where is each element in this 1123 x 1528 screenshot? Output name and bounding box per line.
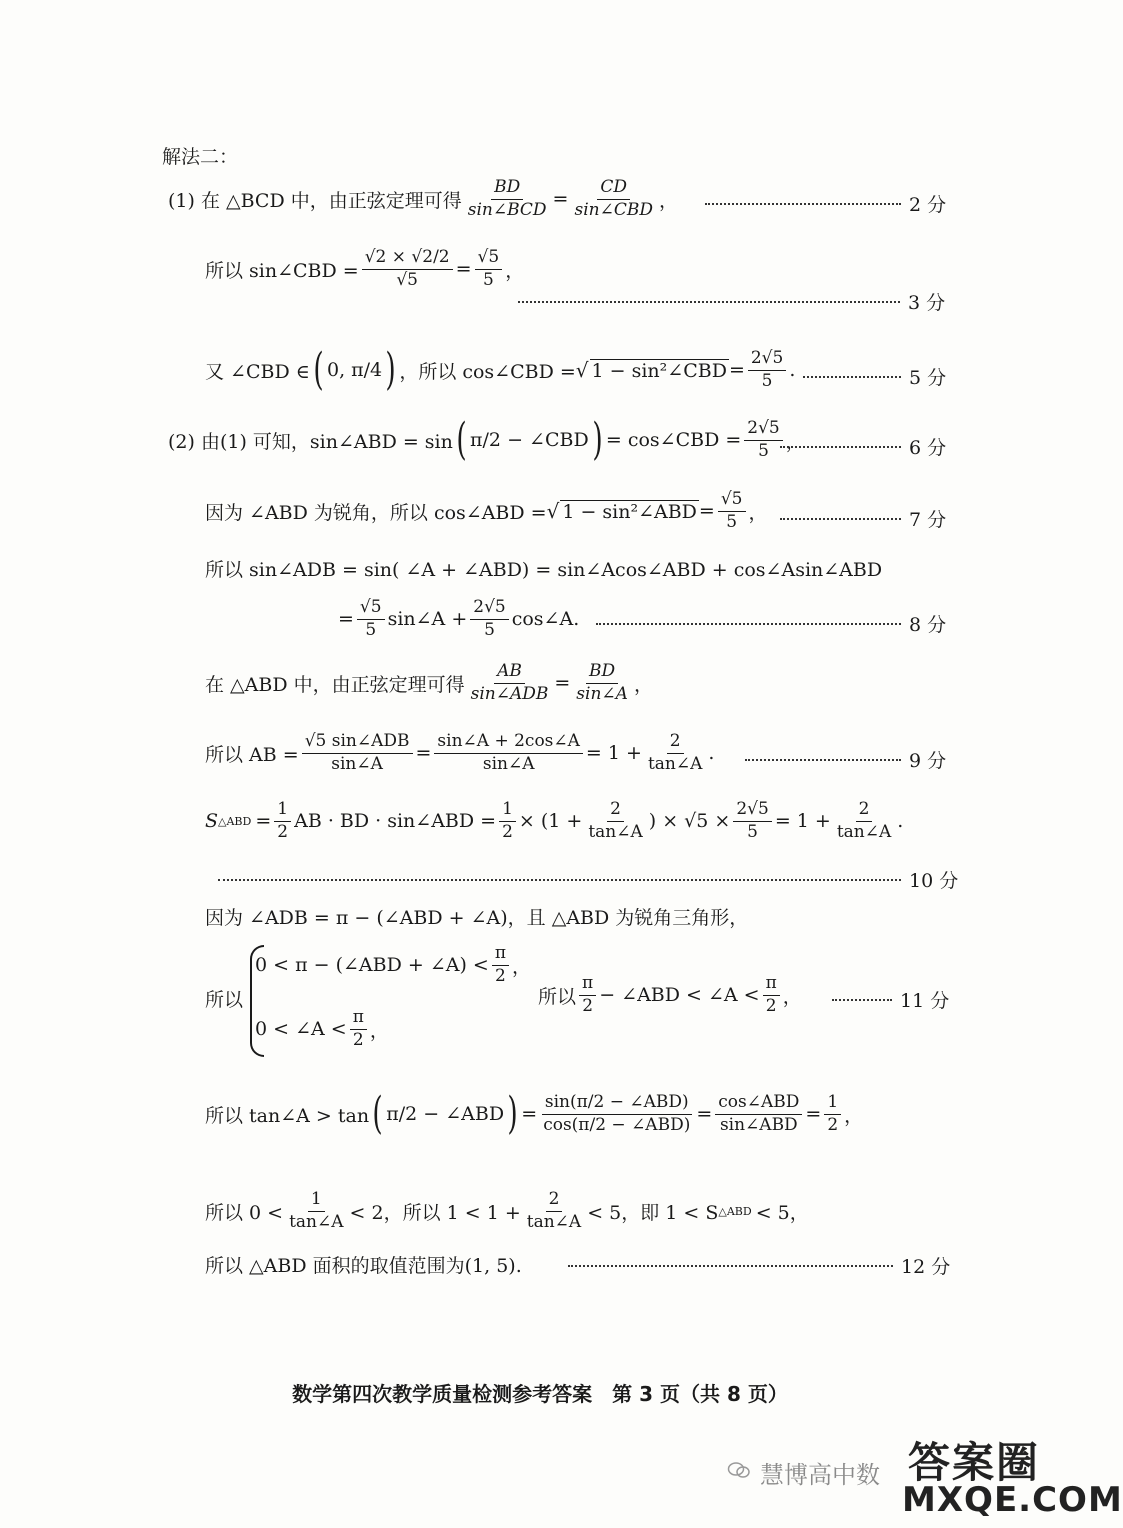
step-1-sine-rule: (1) 在 △BCD 中，由正弦定理可得 $\frac{BD}{\text{sin∠BCD}}$ = $\frac{CD}{\text{sin∠CBD}}$ ， xyxy=(168,177,678,220)
watermark-text: 慧博高中数 xyxy=(760,1461,880,1489)
score-leader: 6 分 xyxy=(780,433,946,460)
step-acute-triangle: 因为 ∠ADB = π − (∠ABD + ∠A)，且 △ABD 为锐角三角形， xyxy=(205,907,749,929)
step-sin-adb: 所以 sin∠ADB = sin( ∠A + ∠ABD) = sin∠Acos∠ABD + cos∠Asin∠ABD xyxy=(205,559,883,581)
step-tan-compare: 所以 tan∠A > tan ( π/2 − ∠ABD ) = $\frac{\text{sin(π/2 − ∠ABD)}}{\text{cos(π/2 − ∠ABD)}}$ = $\frac{\text{cos∠ABD}}{\text{sin∠ABD}}$ = $\frac{1}{2}$ ， xyxy=(205,1088,864,1139)
step-sine-rule-abd: 在 △ABD 中，由正弦定理可得 $\frac{AB}{\text{sin∠ADB}}$ = $\frac{BD}{\sin\angle A}$ ， xyxy=(205,661,653,704)
site-logo: 答案圈 MXQE.COM xyxy=(902,1438,1123,1520)
score-leader: 3 分 xyxy=(518,288,945,315)
step-cos-cbd: 又 ∠CBD ∈ ( 0, π/4 ) ，所以 cos∠CBD = √ 1 − sin²∠CBD = $\frac{2√5}{5}$ . xyxy=(205,344,796,395)
score-leader: 7 分 xyxy=(780,505,946,532)
score-leader: 5 分 xyxy=(803,363,946,390)
system-row-1: 0 < π − (∠ABD + ∠A) < $\frac{\pi}{2}$ ， xyxy=(255,943,532,986)
final-answer: 所以 △ABD 面积的取值范围为(1, 5). xyxy=(205,1255,522,1277)
step-cos-abd: 因为 ∠ABD 为锐角，所以 cos∠ABD = √ 1 − sin²∠ABD = $\frac{√5}{5}$ ， xyxy=(205,489,768,532)
score-leader: 2 分 xyxy=(705,190,946,217)
solution-heading: 解法二： xyxy=(162,146,239,168)
step-ab-value: 所以 AB = $\frac{\text{√5 sin∠ADB}}{\sin\angle A}$ = $\frac{\sin\angle A + 2\cos\angle A}{\sin\angle A}$ = 1 + $\frac{2}{\tan\angle A}$ . xyxy=(205,731,715,774)
page-footer: 数学第四次教学质量检测参考答案 第 3 页（共 8 页） xyxy=(292,1382,788,1406)
step-2-sin-abd: (2) 由(1) 可知，sin∠ABD = sin ( π/2 − ∠CBD ) = cos∠CBD = $\frac{2√5}{5}$ ， xyxy=(168,414,805,465)
score-leader: 10 分 xyxy=(218,866,958,893)
score-leader: 11 分 xyxy=(832,986,949,1013)
wechat-icon xyxy=(728,1461,750,1479)
score-leader: 12 分 xyxy=(568,1252,950,1279)
system-label: 所以 xyxy=(205,989,244,1011)
step-bounds: 所以 0 < $\frac{1}{\tan\angle A}$ < 2，所以 1 < 1 + $\frac{2}{\tan\angle A}$ < 5，即 1 < S △ABD < 5， xyxy=(205,1189,809,1232)
system-row-2: 0 < ∠A < $\frac{\pi}{2}$ ， xyxy=(255,1007,389,1050)
step-area-formula: S △ABD = $\frac{1}{2}$ AB · BD · sin∠ABD = $\frac{1}{2}$ × (1 + $\frac{2}{\tan\angle A}$ ) × √5 × $\frac{2√5}{5}$ = 1 + $\frac{2}{\tan\angle A}$ . xyxy=(205,799,904,842)
score-leader: 9 分 xyxy=(745,746,946,773)
step-angle-range: 所以 $\frac{\pi}{2}$ − ∠ABD < ∠A < $\frac{\pi}{2}$ ， xyxy=(538,973,802,1016)
score-leader: 8 分 xyxy=(596,610,946,637)
step-sin-adb-result: = $\frac{√5}{5}$ sin∠A + $\frac{2√5}{5}$ cos∠A. xyxy=(338,597,580,640)
step-sin-cbd: 所以 sin∠CBD = $\frac{√2 \times √2/2}{√5}$ = $\frac{√5}{5}$ ， xyxy=(205,247,525,290)
